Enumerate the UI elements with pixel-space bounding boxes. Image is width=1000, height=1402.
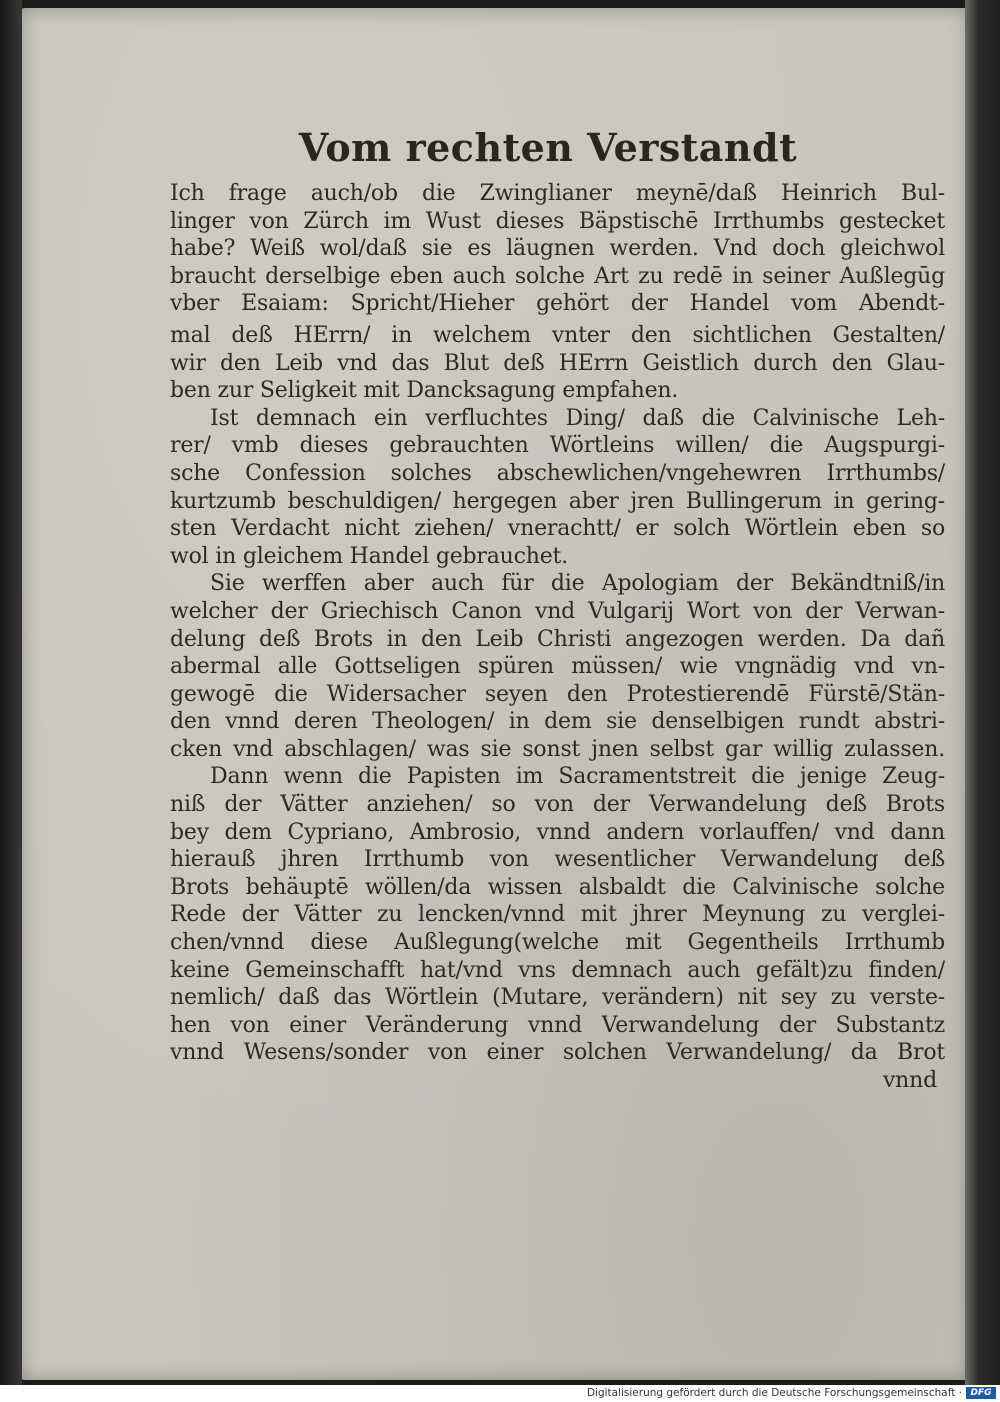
text-line: mal deß HErrn/ in welchem vnter den sichtlichen Gestalten/: [170, 322, 945, 348]
text-line: hierauß jhren Irrthumb von wesentlicher Verwandelung deß: [170, 847, 945, 873]
text-line: sche Confession solches abschewlichen/vngehewren Irrthumbs/: [170, 460, 945, 486]
text-line: kurtzumb beschuldigen/ hergegen aber jren Bullingerum in gering-: [170, 488, 945, 514]
text-line: Sie werffen aber auch für die Apologiam der Bekändtniß/in: [210, 571, 945, 597]
paragraph-2: [170, 405, 945, 571]
book-edge-right: [965, 0, 1000, 1385]
text-line: habe? Weiß wol/daß sie es läugnen werden. Vnd doch gleichwol: [170, 236, 945, 262]
text-line: rer/ vmb dieses gebrauchten Wörtleins willen/ die Augspurgi-: [170, 433, 945, 459]
text-line: wol in gleichem Handel gebrauchet.: [170, 543, 568, 569]
dfg-logo: DFG: [966, 1387, 996, 1399]
text-line: Dann wenn die Papisten im Sacramentstreit die jenige Zeug-: [210, 764, 945, 790]
footer-bar: [0, 1385, 1000, 1402]
text-line: vber Esaiam: Spricht/Hieher gehört der Handel vom Abendt-: [170, 291, 945, 317]
text-line: wir den Leib vnd das Blut deß HErrn Geistlich durch den Glau-: [170, 350, 945, 376]
paragraph-3: [170, 570, 945, 763]
paragraph-1: [170, 180, 945, 405]
page-body: [170, 180, 945, 1230]
text-line: sten Verdacht nicht ziehen/ vnerachtt/ er solch Wörtlein eben so: [170, 516, 945, 542]
page-heading: Vom rechten Verstandt: [298, 125, 798, 170]
catchword: vnnd: [882, 1068, 937, 1093]
paragraph-4: [170, 763, 945, 1067]
book-edge-left: [0, 0, 22, 1385]
text-line: gewogē die Widersacher seyen den Protestierendē Fürstē/Stän-: [170, 681, 945, 707]
text-line: keine Gemeinschafft hat/vnd vns demnach auch gefält)zu finden/: [170, 957, 945, 983]
funding-credit: Digitalisierung gefördert durch die Deutsche Forschungsgemeinschaft ·: [586, 1387, 962, 1399]
text-line: ben zur Seligkeit mit Dancksagung empfahen.: [170, 378, 679, 404]
text-line: cken vnd abschlagen/ was sie sonst jnen selbst gar willig zulassen.: [170, 736, 945, 762]
text-line: linger von Zürch im Wust dieses Bäpstischē Irrthumbs gestecket: [170, 208, 945, 234]
text-line: Ich frage auch/ob die Zwinglianer meynē/daß Heinrich Bul-: [170, 181, 945, 206]
text-line: Brots behäuptē wöllen/da wissen alsbaldt die Calvinische solche: [170, 874, 945, 900]
text-line: abermal alle Gottseligen spüren müssen/ wie vngnädig vnd vn-: [170, 654, 945, 680]
text-line: Ist demnach ein verfluchtes Ding/ daß die Calvinische Leh-: [210, 405, 945, 431]
text-line: bey dem Cypriano, Ambrosio, vnnd andern vorlauffen/ vnd dann: [170, 819, 945, 845]
text-line: vnnd Wesens/sonder von einer solchen Verwandelung/ da Brot: [170, 1040, 945, 1066]
text-line: hen von einer Veränderung vnnd Verwandelung der Substantz: [170, 1012, 945, 1038]
text-line: nemlich/ daß das Wörtlein (Mutare, verändern) nit sey zu verste-: [170, 985, 945, 1011]
text-line: welcher der Griechisch Canon vnd Vulgarij Wort von der Verwan-: [170, 598, 945, 624]
text-line: chen/vnnd diese Außlegung(welche mit Gegentheils Irrthumb: [170, 930, 945, 956]
text-line: niß der Vätter anziehen/ so von der Verwandelung deß Brots: [170, 792, 945, 818]
text-line: braucht derselbige eben auch solche Art zu redē in seiner Außlegūg: [170, 263, 945, 289]
text-line: den vnnd deren Theologen/ in dem sie denselbigen rundt abstri-: [170, 709, 945, 735]
text-line: delung deß Brots in den Leib Christi angezogen werden. Da dañ: [170, 626, 945, 652]
text-line: Rede der Vätter zu lencken/vnnd mit jhrer Meynung zu verglei-: [170, 902, 945, 928]
